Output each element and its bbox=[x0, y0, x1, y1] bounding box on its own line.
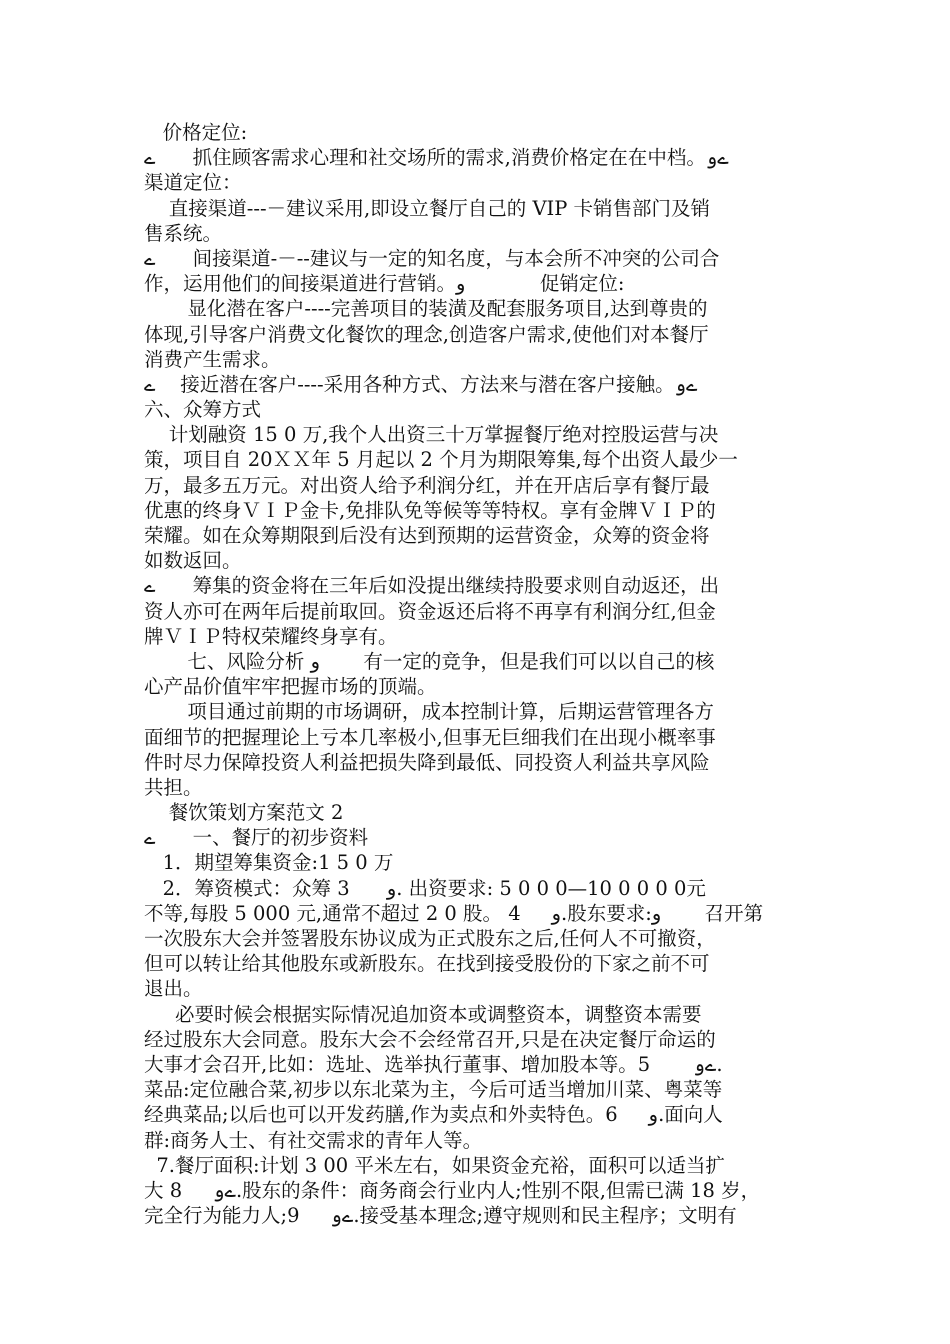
text-line: 完全行为能力人;9 ےو.接受基本理念;遵守规则和民主程序；文明有 bbox=[144, 1204, 737, 1228]
text-line: 经典菜品;以后也可以开发药膳,作为卖点和外卖特色。6 و.面向人 bbox=[144, 1103, 723, 1127]
text-line: 项目通过前期的市场调研，成本控制计算，后期运营管理各方 bbox=[144, 700, 714, 724]
text-line: 优惠的终身ＶＩＰ金卡,免排队免等候等等特权。享有金牌ＶＩＰ的 bbox=[144, 498, 716, 522]
text-line: 1．期望筹集资金:1 5 0 万 bbox=[144, 851, 394, 875]
text-line: 群:商务人士、有社交需求的青年人等。 bbox=[144, 1128, 483, 1152]
text-line: 退出。 bbox=[144, 977, 203, 1001]
text-line: 消费产生需求。 bbox=[144, 347, 281, 371]
text-line: 2．筹资模式：众筹 3 و. 出资要求: 5 0 0 0—10 0 0 0 0元 bbox=[144, 876, 706, 900]
text-line: 经过股东大会同意。股东大会不会经常召开,只是在决定餐厅命运的 bbox=[144, 1027, 716, 1051]
text-line: 必要时候会根据实际情况追加资本或调整资本，调整资本需要 bbox=[144, 1002, 702, 1026]
text-line: 体现,引导客户消费文化餐饮的理念,创造客户需求,使他们对本餐厅 bbox=[144, 322, 709, 346]
text-line: 心产品价值牢牢把握市场的顶端。 bbox=[144, 675, 437, 699]
text-line: 资人亦可在两年后提前取回。资金返还后将不再享有利润分红,但金 bbox=[144, 599, 716, 623]
text-line: 计划融资 15 0 万,我个人出资三十万掌握餐厅绝对控股运营与决 bbox=[144, 423, 719, 447]
text-line: 作，运用他们的间接渠道进行营销。و 促销定位: bbox=[144, 272, 625, 296]
text-line: 售系统。 bbox=[144, 221, 223, 245]
text-line: ے 抓住顾客需求心理和社交场所的需求,消费价格定在在中档。ےو bbox=[144, 146, 729, 170]
text-line: 但可以转让给其他股东或新股东。在找到接受股份的下家之前不可 bbox=[144, 952, 710, 976]
text-line: 件时尽力保障投资人利益把损失降到最低、同投资人利益共享风险 bbox=[144, 750, 710, 774]
text-line: 渠道定位： bbox=[144, 171, 242, 195]
text-line: 六、众筹方式 bbox=[144, 398, 262, 422]
document-body bbox=[144, 120, 814, 1228]
text-line: 价格定位: bbox=[144, 121, 248, 144]
text-line: 牌ＶＩＰ特权荣耀终身享有。 bbox=[144, 624, 398, 648]
text-line: 荣耀。如在众筹期限到后没有达到预期的运营资金，众筹的资金将 bbox=[144, 524, 710, 547]
text-line: 一次股东大会并签署股东协议成为正式股东之后,任何人不可撤资， bbox=[144, 927, 716, 950]
text-line: 大事才会召开,比如：选址、选举执行董事、增加股本等。5 ےو. bbox=[144, 1052, 723, 1076]
text-line: 大 8 ےو.股东的条件：商务商会行业内人;性别不限,但需已满 18 岁， bbox=[144, 1178, 761, 1202]
text-line: 不等,每股 5 000 元,通常不超过 2 0 股。 4 و.股东要求:و 召开第 bbox=[144, 901, 764, 925]
text-line: 如数返回。 bbox=[144, 549, 242, 573]
text-line: 7.餐厅面积:计划 3 00 平米左右，如果资金充裕，面积可以适当扩 bbox=[144, 1153, 725, 1177]
text-line: ے 接近潜在客户----采用各种方式、方法来与潜在客户接触。ےو bbox=[144, 372, 698, 396]
text-line: 面细节的把握理论上亏本几率极小,但事无巨细我们在出现小概率事 bbox=[144, 725, 716, 749]
text-line: 菜品:定位融合菜,初步以东北菜为主，今后可适当增加川菜、粤菜等 bbox=[144, 1078, 723, 1102]
text-line: ے 筹集的资金将在三年后如没提出继续持股要求则自动返还，出 bbox=[144, 574, 720, 598]
text-line: 显化潜在客户----完善项目的装潢及配套服务项目,达到尊贵的 bbox=[144, 297, 708, 321]
text-line: 餐饮策划方案范文 2 bbox=[144, 801, 344, 825]
text-line: 七、风险分析 و 有一定的竞争，但是我们可以以自己的核 bbox=[144, 649, 715, 673]
text-line: ے 间接渠道-－--建议与一定的知名度，与本会所不冲突的公司合 bbox=[144, 246, 720, 270]
text-line: 万，最多五万元。对出资人给予利润分红，并在开店后享有餐厅最 bbox=[144, 473, 710, 497]
text-line: 共担。 bbox=[144, 775, 203, 799]
text-line: ے 一、餐厅的初步资料 bbox=[144, 826, 369, 850]
text-line: 直接渠道---－建议采用,即设立餐厅自己的 VIP 卡销售部门及销 bbox=[144, 196, 711, 220]
text-line: 策，项目自 20ＸＸ年 5 月起以 2 个月为期限筹集,每个出资人最少一 bbox=[144, 448, 738, 472]
